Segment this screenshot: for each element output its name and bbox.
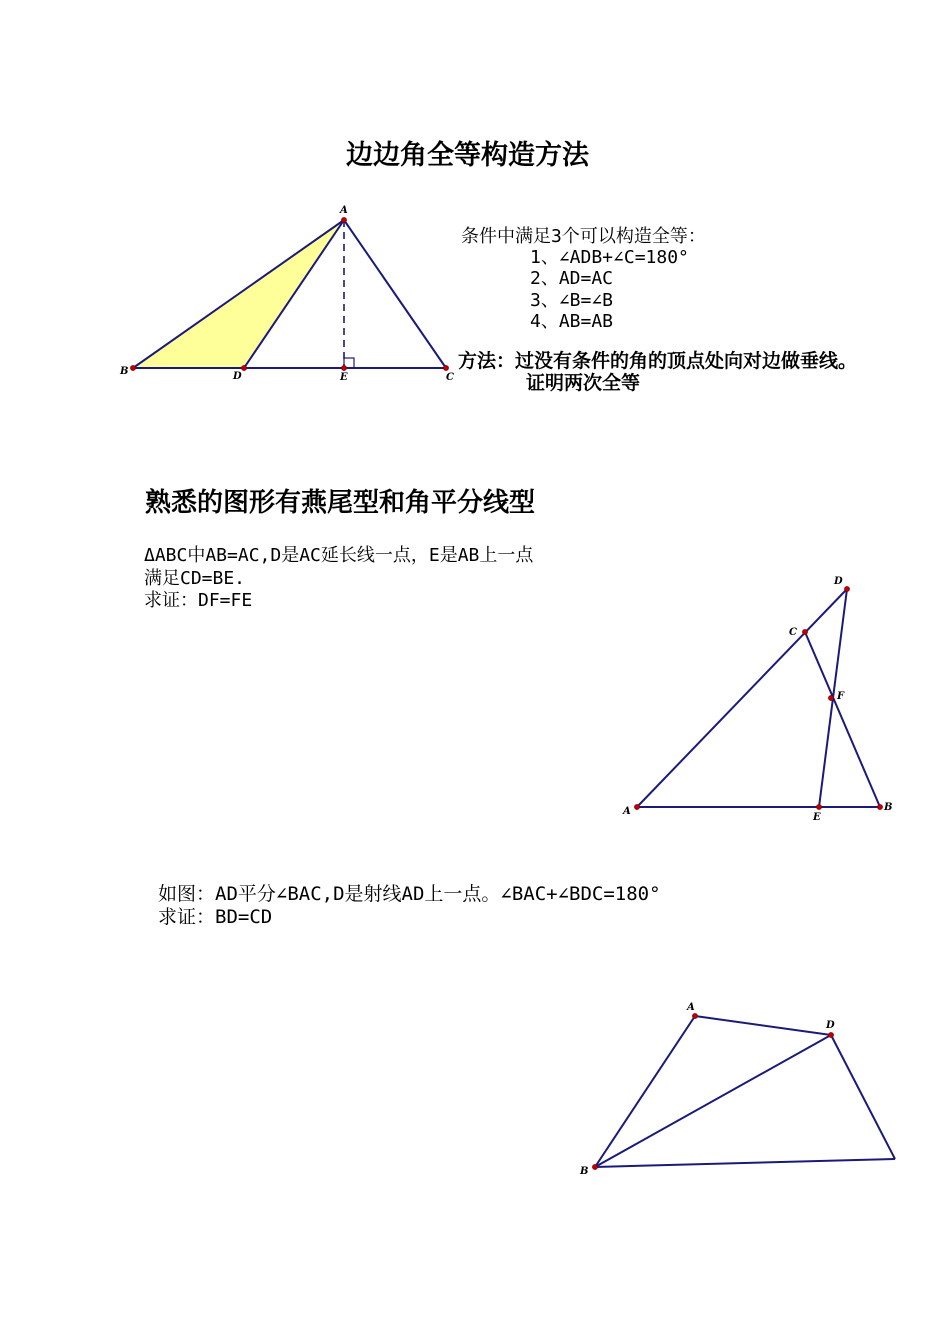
condition-1: 1、∠ADB+∠C=180° [530, 247, 689, 268]
condition-4: 4、AB=AB [530, 311, 614, 332]
line-ac [344, 220, 446, 368]
label-d: D [834, 576, 843, 587]
label-a: A [687, 1002, 695, 1013]
problem1-line2: 满足CD=BE. [144, 568, 246, 589]
point-a [341, 217, 346, 222]
point-c [443, 365, 448, 370]
problem1-line3: 求证：DF=FE [144, 590, 253, 611]
point-e [816, 804, 821, 809]
label-a: A [623, 806, 631, 817]
point-f [828, 695, 833, 700]
line-cb [805, 632, 880, 807]
line-bd [595, 1035, 831, 1167]
point-b [130, 365, 135, 370]
method-line-2: 证明两次全等 [526, 372, 641, 394]
label-d: D [233, 371, 242, 382]
problem2-line2: 求证：BD=CD [158, 906, 273, 928]
section1-title: 边边角全等构造方法 [346, 140, 589, 171]
point-d [241, 365, 246, 370]
point-c [802, 629, 807, 634]
label-c: C [446, 372, 454, 383]
label-a: A [340, 205, 348, 216]
line-ad [695, 1016, 831, 1035]
figure2-swallowtail [622, 576, 892, 823]
point-b [592, 1164, 597, 1169]
label-f: F [837, 691, 845, 702]
point-a [692, 1013, 697, 1018]
section2-title: 熟悉的图形有燕尾型和角平分线型 [145, 488, 536, 518]
figure3-bisector [579, 1002, 895, 1177]
point-a [634, 804, 639, 809]
problem1-line1: ΔABC中AB=AC,D是AC延长线一点，E是AB上一点 [144, 545, 534, 566]
point-d [844, 586, 849, 591]
label-c: C [789, 627, 797, 638]
condition-3: 3、∠B=∠B [530, 290, 614, 311]
problem2-line1: 如图：AD平分∠BAC,D是射线AD上一点。∠BAC+∠BDC=180° [158, 883, 661, 905]
method-line-1: 方法：过没有条件的角的顶点处向对边做垂线。 [458, 350, 858, 372]
figure1-triangle [119, 205, 454, 383]
point-b [877, 804, 882, 809]
label-d: D [826, 1020, 835, 1031]
label-b: B [120, 366, 129, 377]
line-ab [595, 1016, 695, 1167]
label-e: E [813, 812, 821, 823]
conditions-intro: 条件中满足3个可以构造全等： [461, 226, 706, 247]
point-e [341, 365, 346, 370]
label-b: B [884, 802, 893, 813]
label-b: B [580, 1166, 589, 1177]
label-e: E [340, 372, 348, 383]
line-ad [637, 589, 847, 807]
line-d-c [831, 1035, 895, 1159]
condition-2: 2、AD=AC [530, 268, 614, 289]
line-b-c [595, 1159, 895, 1167]
point-d [828, 1032, 833, 1037]
